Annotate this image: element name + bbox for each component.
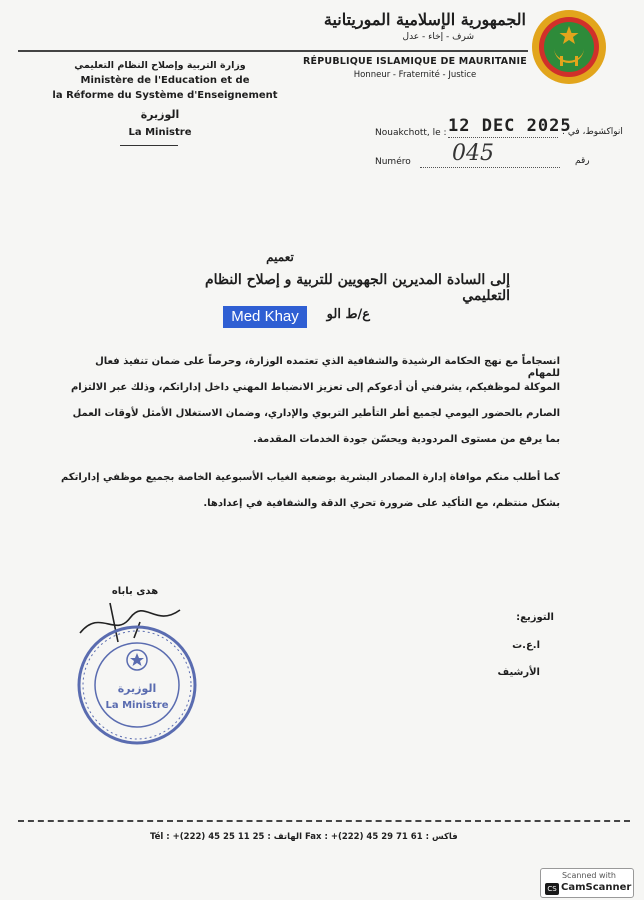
scanned-with-label: Scanned with <box>561 871 617 880</box>
stamp-text-french: La Ministre <box>105 700 169 711</box>
number-label-arabic: رقم <box>575 156 590 166</box>
attention-line: ع/ط الو <box>326 307 370 322</box>
paragraph-line: الموكلة لموظفيكم، يشرفني أن أدعوكم إلى تعزيز الانضباط المهني داخل إداراتكم، وذلك عبر الالتزام <box>70 382 560 393</box>
republic-name-arabic: الجمهورية الإسلامية الموريتانية <box>323 10 526 29</box>
camscanner-name: CamScanner <box>561 882 632 893</box>
paragraph-line: الصارم بالحضور اليومي لجميع أطر التأطير التربوي والإداري، وضمان الاستغلال الأمثل لأوقات العمل <box>72 408 560 419</box>
date-value: 12 DEC 2025 <box>448 116 572 136</box>
date-label: Nouakchott, le : <box>375 128 447 138</box>
minister-underline <box>120 145 178 146</box>
redaction-overlay: Med Khay <box>223 306 307 328</box>
signer-name: هدى باباه <box>111 586 159 597</box>
header-divider <box>18 50 528 52</box>
camscanner-logo-icon: CS <box>545 883 559 895</box>
distribution-title: التوزيع: <box>516 612 554 623</box>
paragraph-line: انسجاماً مع نهج الحكامة الرشيدة والشفافية الذي تعتمده الوزارة، وحرصاً على ضمان تنفيذ فعال للمهام <box>95 356 560 379</box>
camscanner-badge <box>540 868 634 898</box>
number-value: 045 <box>452 141 494 166</box>
date-label-arabic: انواكشوط، في : <box>562 127 623 137</box>
date-dotted-line <box>448 137 558 138</box>
addressee-line: إلى السادة المديرين الجهويين للتربية و إصلاح النظام التعليمي <box>204 272 510 304</box>
republic-motto-arabic: شرف - إخاء - عدل <box>402 32 474 42</box>
paragraph-line: كما أطلب منكم موافاة إدارة المصادر البشرية بوضعية الغياب الأسبوعية الخاصة بجميع موظفي إداراتكم <box>60 472 560 483</box>
paragraph-line: بشكل منتظم، مع التأكيد على ضرورة تحري الدقة والشفافية في إعدادها. <box>203 498 560 509</box>
ministry-name-arabic: وزارة التربية وإصلاح النظام التعليمي <box>74 60 246 71</box>
ministry-name-french-line2: la Réforme du Système d'Enseignement <box>52 90 278 101</box>
distribution-item: ا.ع.ت <box>512 640 540 651</box>
footer-contact: Tél : +(222) 45 25 11 25 : الهاتف Fax : +(222) 45 29 71 61 : فاكس <box>150 832 458 842</box>
national-seal-icon <box>530 8 608 86</box>
stamp-text-arabic: الوزيرة <box>117 682 157 695</box>
number-label: Numéro <box>375 157 411 167</box>
number-dotted-line <box>420 167 560 168</box>
minister-title-french: La Ministre <box>128 127 192 138</box>
ministry-name-french-line1: Ministère de l'Education et de <box>80 75 250 86</box>
republic-motto-french: Honneur - Fraternité - Justice <box>353 70 477 80</box>
footer-divider <box>18 820 630 822</box>
distribution-item: الأرشيف <box>497 667 540 678</box>
paragraph-line: بما يرفع من مستوى المردودية ويحسّن جودة الخدمات المقدمة. <box>253 434 560 445</box>
republic-name-french: RÉPUBLIQUE ISLAMIQUE DE MAURITANIE <box>303 56 527 67</box>
minister-title-arabic: الوزيرة <box>140 108 180 121</box>
official-stamp-icon <box>72 620 202 750</box>
circular-title: تعميم <box>266 250 294 264</box>
